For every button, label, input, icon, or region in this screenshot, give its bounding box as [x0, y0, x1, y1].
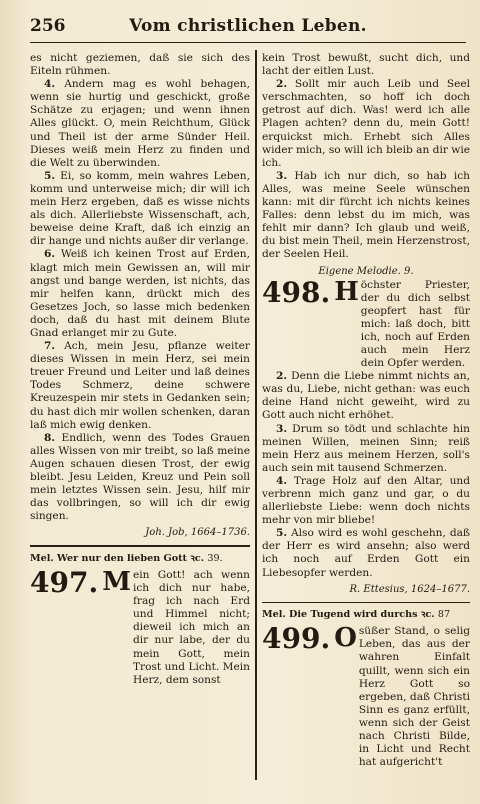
hymn-number: 498. [262, 275, 331, 309]
melody-number: 39. [207, 552, 223, 564]
melody-number: 87 [437, 609, 451, 621]
verse-text: Weiß ich keinen Trost auf Erden, klagt mich mein Gewissen an, will mir angst und bange werden, ist nichts, das mir helfen kann, drückt mich des Gesetzes Joch, so lasse mich bedenken doch, daß du hast mit deinem Blute Gnad erlanget mir zu Gute. [30, 248, 250, 339]
verse-number: 6. [44, 248, 56, 261]
hymn-number: 499. [262, 622, 331, 656]
verse-text: Sollt mir auch Leib und Seel verschmachten, so hoff ich doch getrost auf dich. Was! werd ich alle Plagen achten? denn du, mein Gott! erquickst mich. Erhebt sich Alles wider mich, so will ich bleib an dir wie ich. [262, 78, 471, 169]
verse-2 [262, 370, 470, 422]
verse-number: 5. [44, 169, 56, 182]
verse-number: 2. [276, 370, 288, 383]
right-opening-text: kein Trost bewußt, sucht dich, und lacht der eitlen Lust. [262, 52, 470, 78]
verse-3 [262, 423, 470, 475]
hymn-author: Joh. Job, 1664–1736. [145, 527, 250, 539]
melody-line [262, 609, 470, 621]
melody-line-center: Eigene Melodie. 9. [318, 265, 414, 277]
verse-5 [30, 170, 250, 249]
verse-number: 4. [276, 474, 288, 487]
page-title: Vom christlichen Leben. [129, 16, 367, 36]
hymn-separator [30, 545, 250, 547]
hymn-first-verse: öchster Priester, der du dich selbst geopfert hast für mich: laß doch, bitt ich, noch auf Erden auch mein Herz dein Opfer werden. [360, 278, 470, 370]
verse-6 [30, 248, 250, 340]
drop-cap: H [334, 276, 359, 307]
melody-text: Mel. Wer nur den lieben Gott ꝛc. [30, 552, 205, 564]
verse-text: Denn die Liebe nimmt nichts an, was du, Liebe, nicht gethan: was euch deine Hand nicht geweiht, wird zu Gott auch nicht erhöhet. [262, 370, 470, 422]
left-opening-text: es nicht geziemen, daß sie sich des Eiteln rühmen. [30, 52, 250, 78]
melody-line [30, 553, 250, 565]
hymn-497 [30, 565, 250, 687]
verse-4 [262, 475, 470, 527]
drop-cap: O [334, 623, 357, 654]
hymn-separator [262, 602, 470, 604]
column-divider [255, 50, 257, 780]
verse-8 [30, 432, 250, 524]
drop-cap: M [102, 566, 131, 597]
verse-number: 3. [276, 169, 288, 182]
hymn-number: 497. [30, 565, 99, 599]
right-column [262, 52, 470, 769]
verse-7 [30, 340, 250, 432]
verse-number: 3. [276, 422, 288, 435]
hymn-first-verse: süßer Stand, o selig Leben, das aus der wahren Einfalt quillt, wenn sich ein Herz Gott so ergeben, daß Christi Sinn es ganz erfüllt, wenn sich der Geist nach Christi Bilde, in Licht und Recht hat aufgericht't [358, 625, 470, 769]
verse-text: Drum so tödt und schlachte hin meinen Willen, meinen Sinn; reiß mein Herz aus meinem Herzen, soll's auch sein mit tausend Schmerzen. [262, 422, 470, 474]
left-column [30, 52, 250, 687]
verse-text: Trage Holz auf den Altar, und verbrenn mich ganz und gar, o du allerliebste Liebe: wenn doch nichts mehr von mir bliebe! [262, 474, 470, 527]
verse-number: 7. [44, 340, 56, 353]
verse-text: Also wird es wohl geschehn, daß der Herr es wird ansehn; also werd ich noch auf Erden Gott ein Liebesopfer werden. [262, 527, 470, 579]
verse-number: 5. [276, 527, 288, 540]
verse-number: 2. [276, 78, 288, 91]
verse-2 [262, 78, 470, 170]
verse-number: 4. [44, 78, 56, 91]
hymn-498 [262, 275, 470, 371]
verse-text: Hab ich nur dich, so hab ich Alles, was meine Seele wünschen kann: mit dir fürcht ich nichts keines Falles: denn lebst du im mich, was fehlt mir dann? Ich glaub und weiß, du bist mein Theil, mein Herzenstrost, der Seelen Heil. [262, 169, 470, 261]
page-number: 256 [30, 16, 66, 36]
verse-3 [262, 170, 470, 262]
verse-text: Ei, so komm, mein wahres Leben, komm und unterweise mich; dir will ich mein Herz ergeben, daß es wisse nichts als dich. Allerliebste Wissenschaft, ach, beweise deine Kraft, daß ich einzig an dir hange und nichts außer dir verlange. [30, 169, 250, 248]
verse-number: 8. [44, 431, 56, 444]
verse-5 [262, 527, 470, 579]
hymn-499 [262, 622, 470, 769]
verse-4 [30, 78, 250, 170]
melody-text: Mel. Die Tugend wird durchs ꝛc. [262, 609, 435, 621]
verse-text: Ach, mein Jesu, pflanze weiter dieses Wissen in mein Herz, sei mein treuer Freund und Leiter und laß deines Todes Schmerz, deine schwere Kreuzespein mir stets in Gedanken sein; du hast dich mir wollen schenken, daran laß mich ewig denken. [30, 340, 250, 431]
verse-text: Endlich, wenn des Todes Grauen alles Wissen von mir treibt, so laß meine Augen schauen diesen Trost, der ewig bleibt. Jesu Leiden, Kreuz und Pein soll mein letztes Wissen sein. Jesu, hilf mir das vollbringen, so will ich dir ewig singen. [30, 431, 251, 523]
hymn-author: R. Ettesius, 1624–1677. [349, 583, 470, 595]
hymn-first-verse: ein Gott! ach wenn ich dich nur habe, frag ich nach Erd und Himmel nicht; dieweil ich mich an dir nur labe, der du mein Gott, mein Trost und Licht. Mein Herz, dem sonst [132, 568, 250, 686]
verse-text: Andern mag es wohl behagen, wenn sie hurtig und geschickt, große Schätze zu erjagen; und wenn ihnen Alles glückt. O, mein Reichthum, Glück und Theil ist der arme Sünder Heil. Dieses weiß mein Herz zu finden und die Welt zu überwinden. [30, 78, 250, 169]
page-header [30, 16, 466, 43]
